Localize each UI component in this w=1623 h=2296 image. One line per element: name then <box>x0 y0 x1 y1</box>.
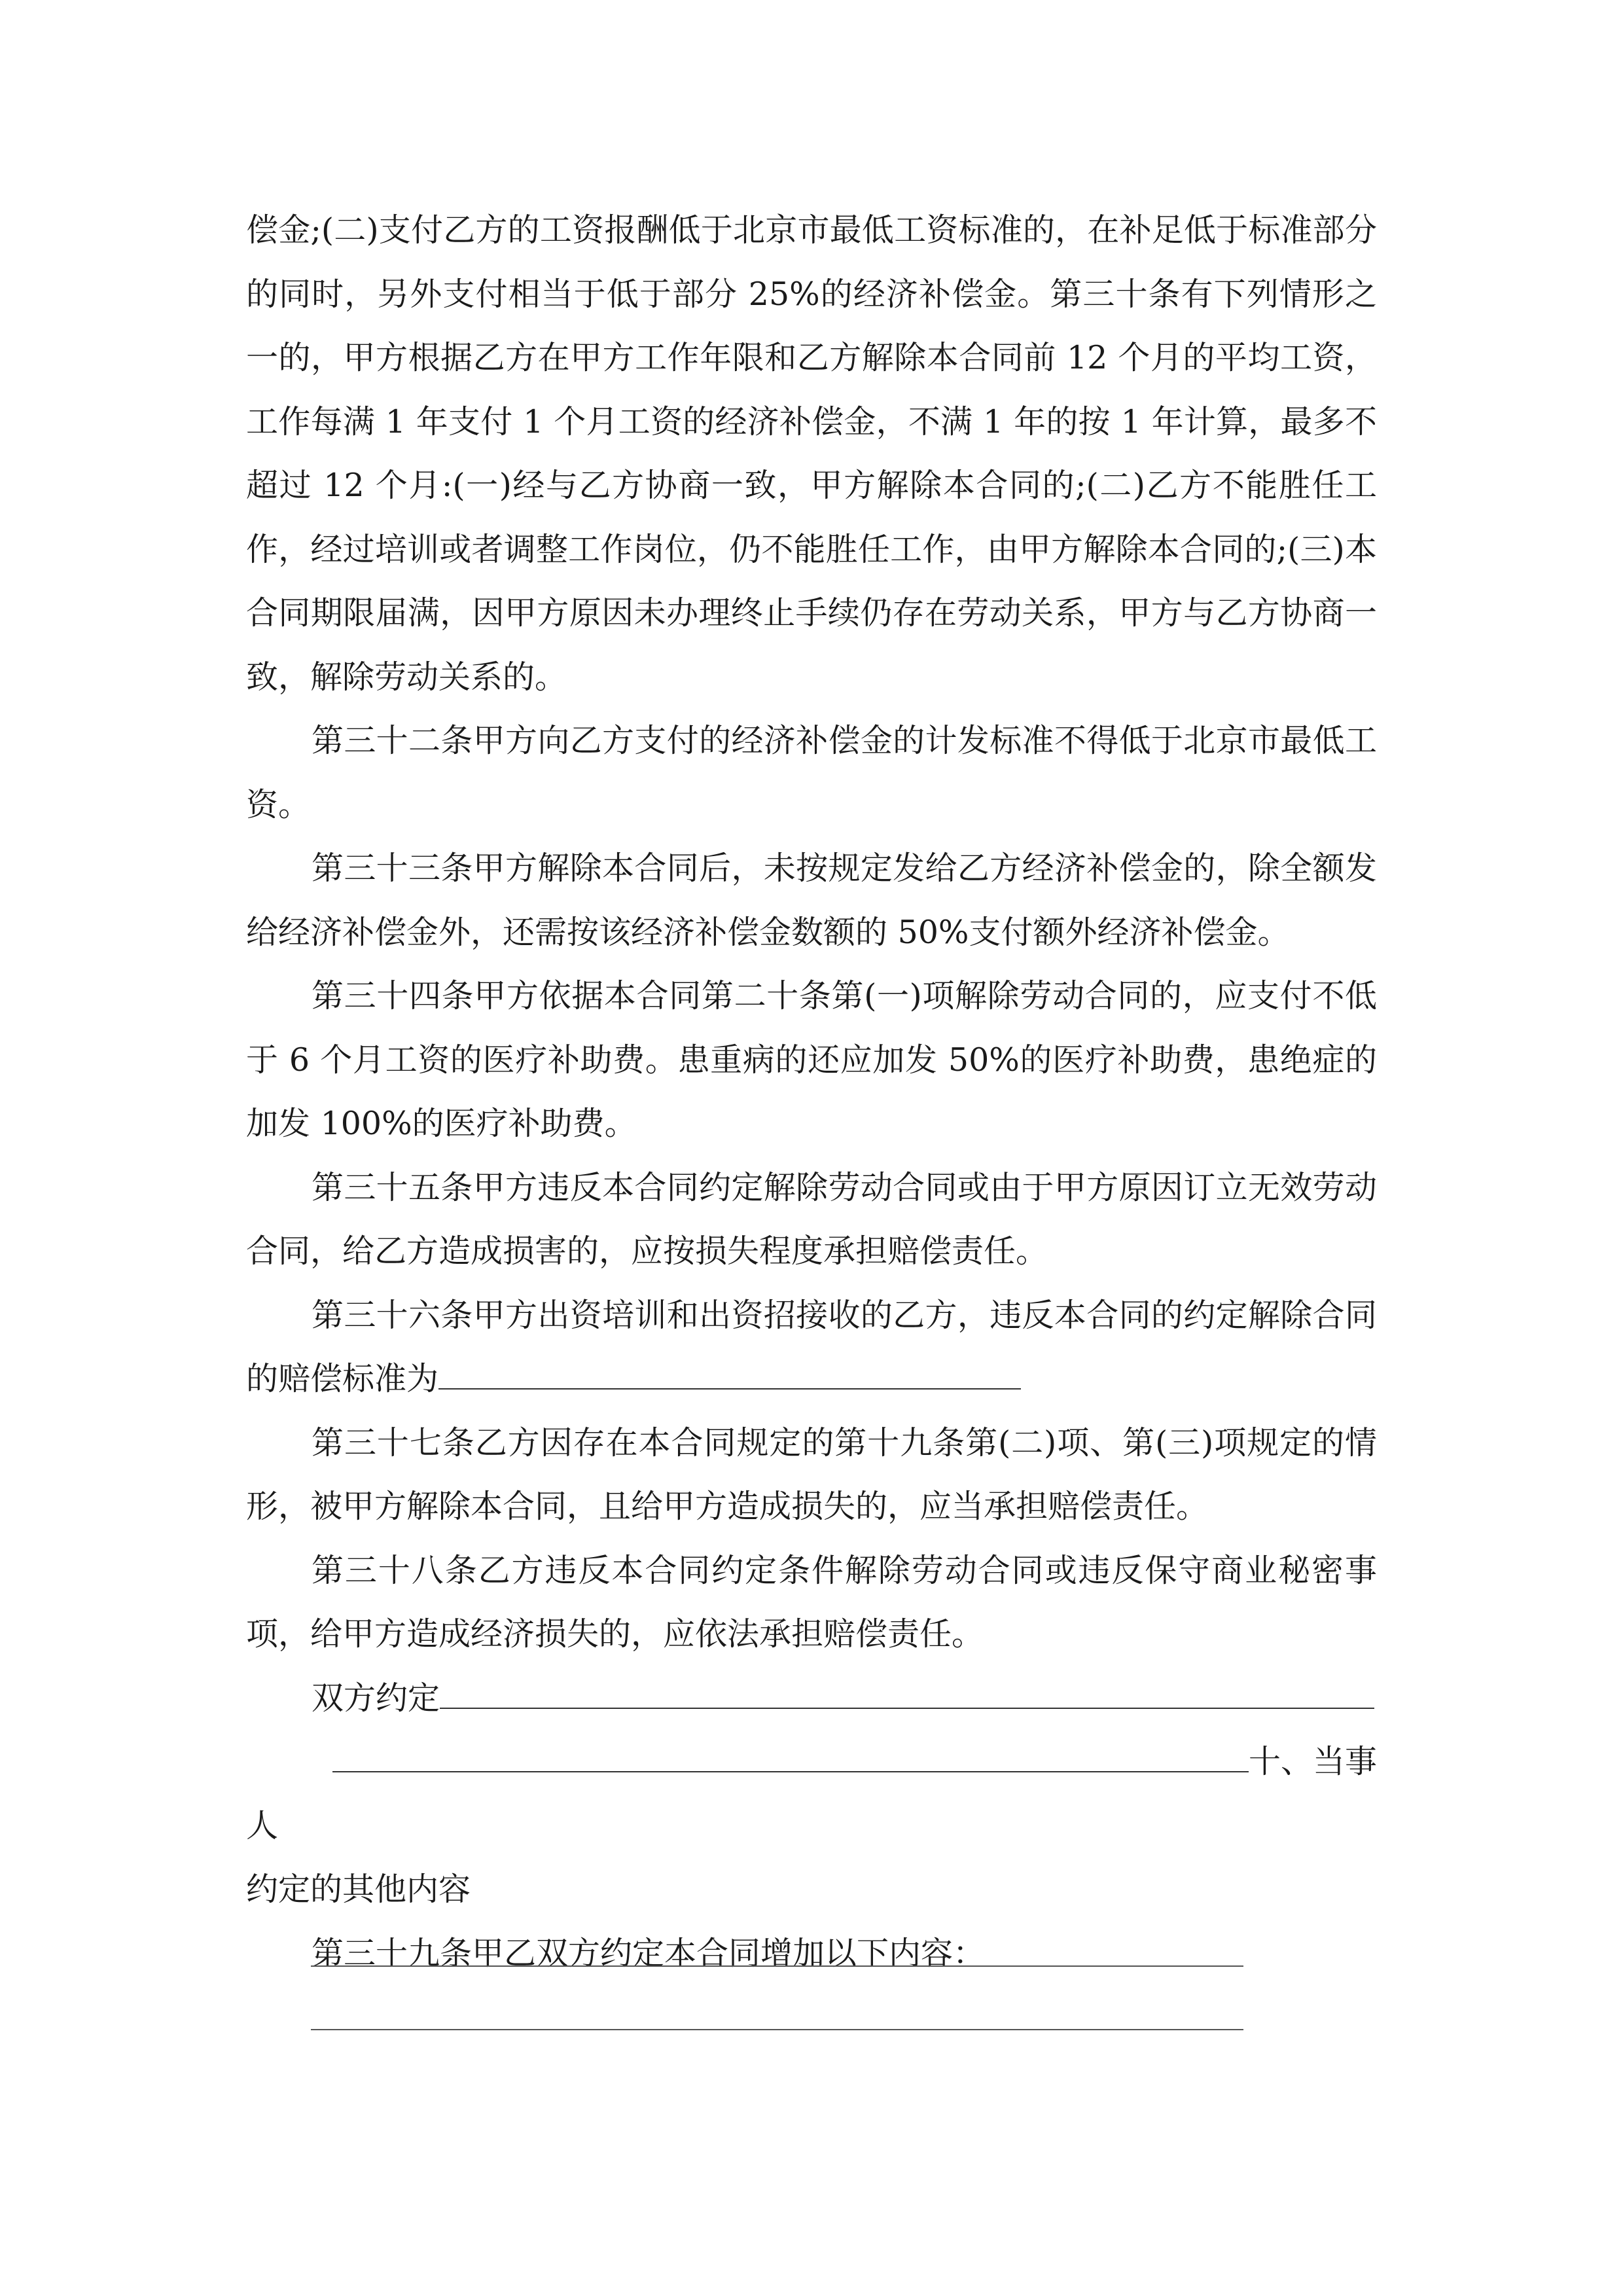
mutual-agreement-blank[interactable] <box>440 1708 1374 1709</box>
article-36-text: 第三十六条甲方出资培训和出资招接收的乙方，违反本合同的约定解除合同的赔偿标准为 <box>246 1296 1377 1397</box>
paragraph-article-34: 第三十四条甲方依据本合同第二十条第(一)项解除劳动合同的，应支付不低于 6 个月工资的医疗补助费。患重病的还应加发 50%的医疗补助费，患绝症的加发 100%的医疗补助费。 <box>246 977 1377 1142</box>
paragraph-article-37: 第三十七条乙方因存在本合同规定的第十九条第(二)项、第(三)项规定的情形，被甲方解除本合同，且给甲方造成损失的，应当承担赔偿责任。 <box>246 1424 1377 1525</box>
additional-content-line-1[interactable] <box>311 1965 1243 1967</box>
paragraph-article-39: 第三十九条甲乙双方约定本合同增加以下内容： <box>312 1934 986 1972</box>
paragraph-article-33: 第三十三条甲方解除本合同后，未按规定发给乙方经济补偿金的，除全额发给经济补偿金外，还需按该经济补偿金数额的 50%支付额外经济补偿金。 <box>246 850 1377 951</box>
additional-content-line-2[interactable] <box>311 2029 1243 2030</box>
section-10-title-part-1: 十、当事人 <box>246 1743 1377 1844</box>
paragraph-mutual-agreement <box>246 1666 1377 1731</box>
paragraph-section-10-line <box>246 1730 1377 1857</box>
paragraph-article-38: 第三十八条乙方违反本合同约定条件解除劳动合同或违反保守商业秘密事项，给甲方造成经济损失的，应依法承担赔偿责任。 <box>246 1551 1377 1653</box>
compensation-standard-blank[interactable] <box>438 1388 1021 1390</box>
mutual-agreement-blank-2[interactable] <box>332 1771 1249 1772</box>
paragraph-compensation-continued: 偿金;(二)支付乙方的工资报酬低于北京市最低工资标准的，在补足低于标准部分的同时，另外支付相当于低于部分 25%的经济补偿金。第三十条有下列情形之一的，甲方根据乙方在甲方工作年限和乙方解除本合同前 12 个月的平均工资，工作每满 1 年支付 1 个月工资的经济补偿金，不满 1 年的按 1 年计算，最多不超过 12 个月:(一)经与乙方协商一致，甲方解除本合同的;(二)乙方不能胜任工作，经过培训或者调整工作岗位，仍不能胜任工作，由甲方解除本合同的;(三)本合同期限届满，因甲方原因未办理终止手续仍存在劳动关系，甲方与乙方协商一致，解除劳动关系的。 <box>246 211 1377 696</box>
section-10-title-part-2: 约定的其他内容 <box>246 1871 471 1908</box>
paragraph-article-35: 第三十五条甲方违反本合同约定解除劳动合同或由于甲方原因订立无效劳动合同，给乙方造成损害的，应按损失程度承担赔偿责任。 <box>246 1168 1377 1270</box>
mutual-agreement-label: 双方约定 <box>312 1679 440 1717</box>
document-body <box>246 198 1377 1985</box>
paragraph-article-36 <box>246 1283 1377 1411</box>
paragraph-article-32: 第三十二条甲方向乙方支付的经济补偿金的计发标准不得低于北京市最低工资。 <box>246 722 1377 823</box>
